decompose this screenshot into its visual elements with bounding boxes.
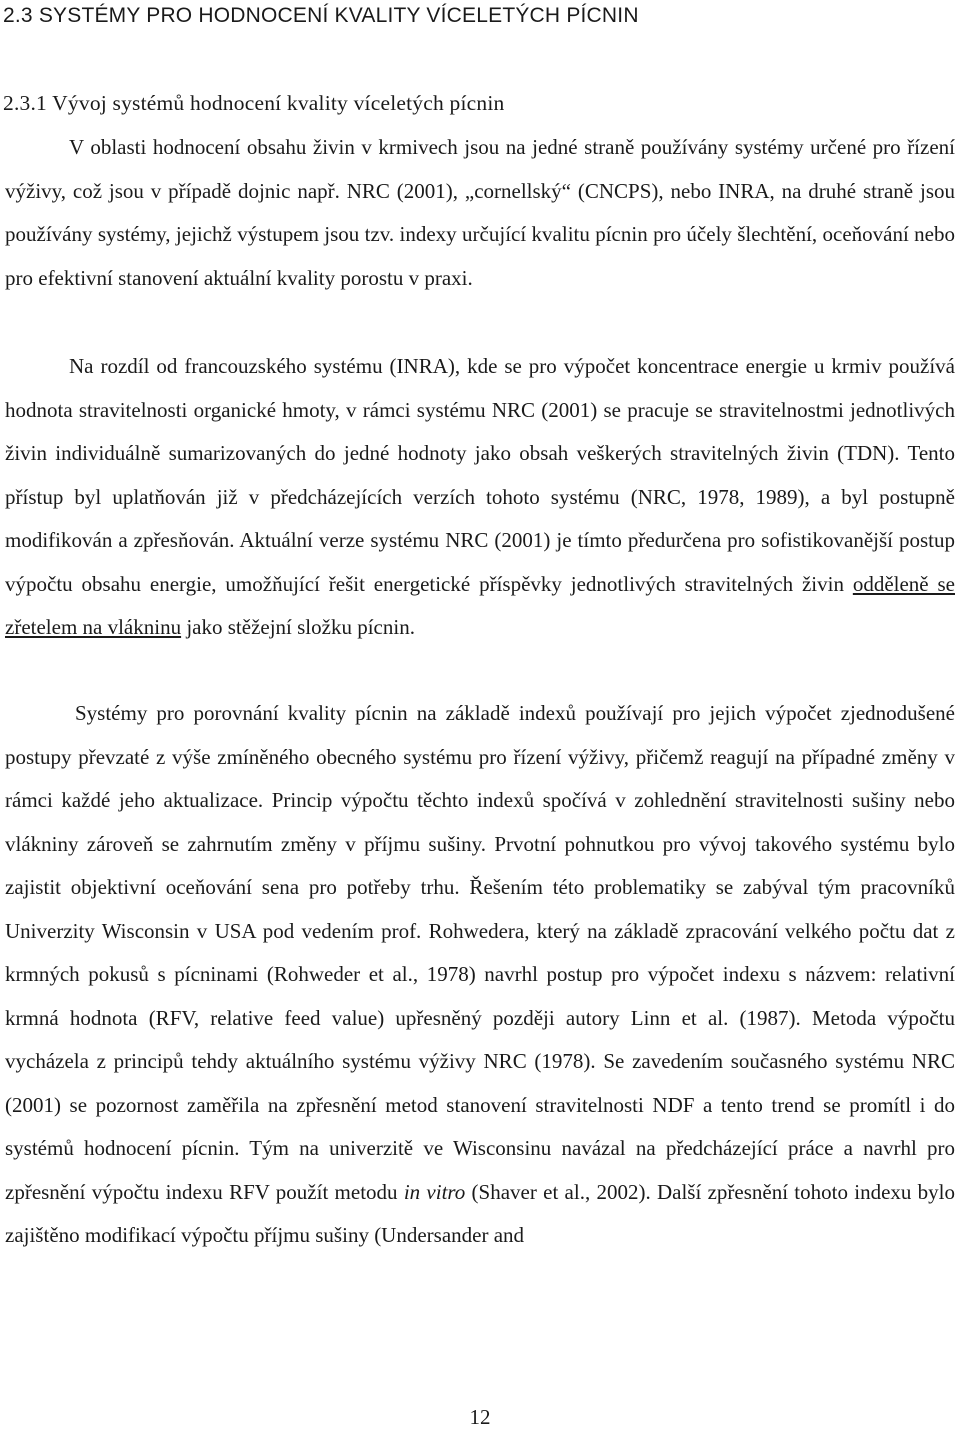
page-number: 12 bbox=[469, 1405, 491, 1429]
underlined-phrase: odděleně se zřetelem na vlákninu bbox=[5, 571, 955, 639]
section-heading: 2.3 SYSTÉMY PRO HODNOCENÍ KVALITY VÍCELETÝCH PÍCNIN bbox=[3, 4, 639, 27]
paragraph-1: V oblasti hodnocení obsahu živin v krmivech jsou na jedné straně používány systémy určené pro řízení výživy, což jsou v případě dojnic např. NRC (2001), „cornellský“ (CNCPS), nebo INRA, na druhé straně jsou používány systémy, jejichž výstupem jsou tzv. indexy určující kvalitu pícnin pro účely šlechtění, oceňování nebo pro efektivní stanovení aktuální kvality porostu v praxi. bbox=[5, 135, 955, 290]
subsection-heading: 2.3.1 Vývoj systémů hodnocení kvality víceletých pícnin bbox=[3, 91, 505, 115]
paragraph-3 bbox=[5, 692, 955, 1258]
paragraph-3-text-end: (Shaver et al., 2002). Další zpřesnění tohoto indexu bylo zajištěno modifikací výpočtu příjmu sušiny (Undersander and bbox=[5, 1179, 955, 1247]
paragraph-2-text: Na rozdíl od francouzského systému (INRA), kde se pro výpočet koncentrace energie u krmiv používá hodnota stravitelnosti organické hmoty, v rámci systému NRC (2001) se pracuje se stravitelnostmi jednotlivých živin individuálně sumarizovaných do jedné hodnoty jako obsah veškerých stravitelných živin (TDN). Tento přístup byl uplatňován již v předcházejících verzích tohoto systému (NRC, 1978, 1989), a byl postupně modifikován a zpřesňován. Aktuální verze systému NRC (2001) je tímto předurčena pro sofistikovanější postup výpočtu obsahu energie, umožňující řešit energetické příspěvky jednotlivých stravitelných živin bbox=[5, 354, 955, 596]
paragraph-2-text-end: jako stěžejní složku pícnin. bbox=[181, 615, 415, 639]
italic-phrase: in vitro bbox=[403, 1179, 466, 1204]
paragraph-2 bbox=[5, 345, 955, 650]
paragraph-3-text: Systémy pro porovnání kvality pícnin na základě indexů používají pro jejich výpočet zjednodušené postupy převzaté z výše zmíněného obecného systému pro řízení výživy, přičemž reagují na případné změny v rámci každé jeho aktualizace. Princip výpočtu těchto indexů spočívá v zohlednění stravitelnosti sušiny nebo vlákniny zároveň se zahrnutím změny v příjmu sušiny. Prvotní pohnutkou pro vývoj takového systému bylo zajistit objektivní oceňování sena pro potřeby trhu. Řešením této problematiky se zabýval tým pracovníků Univerzity Wisconsin v USA pod vedením prof. Rohwedera, který na základě zpracování velkého počtu dat z krmných pokusů s pícninami (Rohweder et al., 1978) navrhl postup pro výpočet indexu s názvem: relativní krmná hodnota (RFV, relative feed value) upřesněný později autory Linn et al. (1987). Metoda výpočtu vycházela z principů tehdy aktuálního systému výživy NRC (1978). Se zavedením současného systému NRC (2001) se pozornost zaměřila na zpřesnění metod stanovení stravitelnosti NDF a tento trend se promítl i do systémů hodnocení pícnin. Tým na univerzitě ve Wisconsinu navázal na předcházející práce a navrhl pro zpřesnění výpočtu indexu RFV použít metodu bbox=[5, 701, 955, 1204]
